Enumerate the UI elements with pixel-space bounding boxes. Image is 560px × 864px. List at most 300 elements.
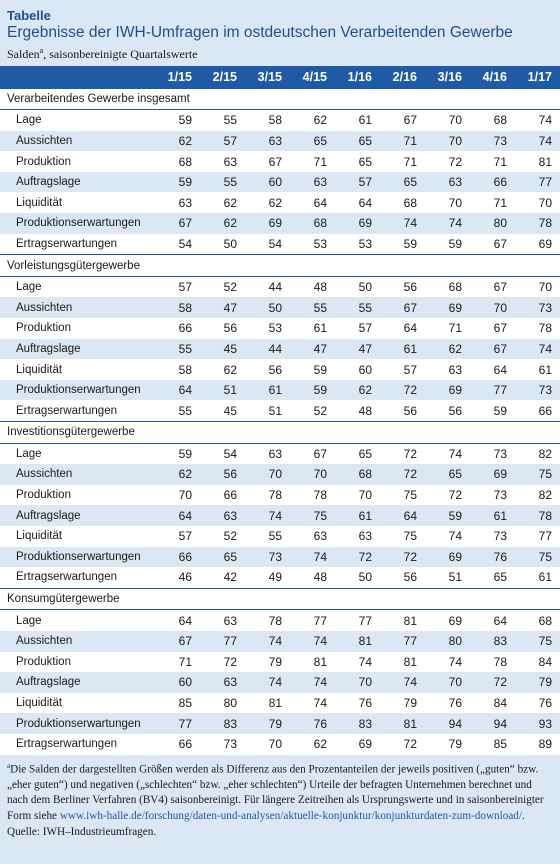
row-label: Aussichten xyxy=(0,464,155,485)
subtitle-main: Salden xyxy=(7,47,40,61)
table-cell: 74 xyxy=(245,505,290,526)
table-cell: 64 xyxy=(380,318,425,339)
table-cell: 63 xyxy=(245,443,290,464)
table-cell: 81 xyxy=(380,610,425,631)
table-cell: 70 xyxy=(425,192,470,213)
column-header: 4/15 xyxy=(302,69,327,84)
table-row xyxy=(0,192,560,213)
table-cell: 50 xyxy=(245,297,290,318)
table-cell: 82 xyxy=(515,485,560,506)
table-cell: 65 xyxy=(290,131,335,152)
table-cell: 64 xyxy=(470,610,515,631)
row-label: Aussichten xyxy=(0,631,155,652)
table-cell: 57 xyxy=(335,318,380,339)
table-cell: 71 xyxy=(290,151,335,172)
table-cell: 69 xyxy=(425,380,470,401)
section-header-row xyxy=(0,88,560,110)
table-cell: 65 xyxy=(425,464,470,485)
table-cell: 58 xyxy=(155,297,200,318)
table-cell: 63 xyxy=(425,172,470,193)
table-cell: 59 xyxy=(290,359,335,380)
table-cell: 79 xyxy=(425,734,470,755)
table-cell: 74 xyxy=(245,672,290,693)
table-cell: 64 xyxy=(155,380,200,401)
row-label: Liquidität xyxy=(0,359,155,380)
table-cell: 64 xyxy=(380,505,425,526)
table-cell: 59 xyxy=(470,400,515,421)
table-cell: 69 xyxy=(425,297,470,318)
table-cell: 73 xyxy=(470,526,515,547)
header xyxy=(0,0,560,61)
table-cell: 94 xyxy=(425,713,470,734)
row-label: Lage xyxy=(0,610,155,631)
table-cell: 63 xyxy=(200,505,245,526)
table-cell: 84 xyxy=(515,652,560,673)
table-cell: 62 xyxy=(290,110,335,131)
table-cell: 72 xyxy=(200,652,245,673)
table-cell: 58 xyxy=(245,110,290,131)
table-cell: 62 xyxy=(155,464,200,485)
row-label: Produktion xyxy=(0,318,155,339)
table-cell: 56 xyxy=(380,567,425,588)
table-cell: 67 xyxy=(470,234,515,255)
table-cell: 45 xyxy=(200,339,245,360)
table-cell: 66 xyxy=(515,400,560,421)
section-header-row xyxy=(0,588,560,610)
data-table xyxy=(0,66,560,755)
table-row xyxy=(0,526,560,547)
table-row xyxy=(0,213,560,234)
table-cell: 62 xyxy=(290,734,335,755)
row-label: Aussichten xyxy=(0,297,155,318)
table-cell: 77 xyxy=(200,631,245,652)
table-cell: 45 xyxy=(200,400,245,421)
table-cell: 77 xyxy=(155,713,200,734)
table-row xyxy=(0,234,560,255)
table-cell: 59 xyxy=(155,110,200,131)
table-cell: 47 xyxy=(290,339,335,360)
table-cell: 70 xyxy=(515,276,560,297)
table-cell: 59 xyxy=(425,505,470,526)
table-row xyxy=(0,547,560,568)
table-cell: 57 xyxy=(200,131,245,152)
table-row xyxy=(0,713,560,734)
table-cell: 80 xyxy=(200,693,245,714)
table-cell: 57 xyxy=(155,526,200,547)
table-cell: 77 xyxy=(515,526,560,547)
table-cell: 77 xyxy=(470,380,515,401)
table-cell: 48 xyxy=(290,276,335,297)
table-cell: 72 xyxy=(380,443,425,464)
table-cell: 70 xyxy=(515,192,560,213)
table-row xyxy=(0,359,560,380)
footnote-marker: a xyxy=(7,761,11,770)
table-cell: 48 xyxy=(335,400,380,421)
table-cell: 74 xyxy=(245,631,290,652)
table-cell: 61 xyxy=(245,380,290,401)
table-cell: 52 xyxy=(290,400,335,421)
table-cell: 68 xyxy=(470,110,515,131)
table-cell: 76 xyxy=(290,713,335,734)
table-row xyxy=(0,276,560,297)
table-cell: 61 xyxy=(290,318,335,339)
table-cell: 55 xyxy=(155,339,200,360)
row-label: Liquidität xyxy=(0,693,155,714)
table-cell: 68 xyxy=(515,610,560,631)
table-cell: 72 xyxy=(380,380,425,401)
table-cell: 74 xyxy=(425,443,470,464)
table-cell: 79 xyxy=(515,672,560,693)
table-cell: 56 xyxy=(245,359,290,380)
table-row xyxy=(0,734,560,755)
footnote-end: . xyxy=(522,809,525,822)
table-cell: 70 xyxy=(335,672,380,693)
table-cell: 59 xyxy=(290,380,335,401)
table-row xyxy=(0,131,560,152)
table-cell: 50 xyxy=(200,234,245,255)
table-cell: 67 xyxy=(470,339,515,360)
table-cell: 74 xyxy=(290,672,335,693)
table-cell: 63 xyxy=(200,610,245,631)
table-row xyxy=(0,652,560,673)
table-cell: 79 xyxy=(245,652,290,673)
table-cell: 77 xyxy=(515,172,560,193)
column-header: 2/16 xyxy=(392,69,417,84)
table-cell: 74 xyxy=(515,131,560,152)
row-label: Lage xyxy=(0,443,155,464)
row-label: Liquidität xyxy=(0,526,155,547)
table-cell: 56 xyxy=(380,400,425,421)
table-cell: 67 xyxy=(380,110,425,131)
table-cell: 72 xyxy=(380,734,425,755)
table-cell: 76 xyxy=(470,547,515,568)
table-cell: 72 xyxy=(425,151,470,172)
table-cell: 71 xyxy=(380,151,425,172)
table-cell: 49 xyxy=(245,567,290,588)
table-cell: 83 xyxy=(200,713,245,734)
table-cell: 83 xyxy=(470,631,515,652)
table-cell: 75 xyxy=(515,631,560,652)
row-label: Auftragslage xyxy=(0,505,155,526)
table-cell: 69 xyxy=(425,610,470,631)
table-cell: 66 xyxy=(470,172,515,193)
table-cell: 76 xyxy=(425,693,470,714)
table-cell: 74 xyxy=(290,631,335,652)
table-cell: 70 xyxy=(245,734,290,755)
table-cell: 52 xyxy=(200,526,245,547)
table-cell: 78 xyxy=(515,213,560,234)
table-cell: 65 xyxy=(335,151,380,172)
table-cell: 83 xyxy=(335,713,380,734)
table-cell: 81 xyxy=(380,713,425,734)
table-cell: 75 xyxy=(515,547,560,568)
table-cell: 52 xyxy=(200,276,245,297)
table-cell: 63 xyxy=(335,526,380,547)
table-row xyxy=(0,151,560,172)
table-cell: 71 xyxy=(380,131,425,152)
table-cell: 74 xyxy=(425,213,470,234)
table-cell: 69 xyxy=(245,213,290,234)
table-cell: 70 xyxy=(425,110,470,131)
table-cell: 54 xyxy=(200,443,245,464)
table-cell: 73 xyxy=(200,734,245,755)
table-cell: 81 xyxy=(290,652,335,673)
table-cell: 89 xyxy=(515,734,560,755)
table-cell: 65 xyxy=(200,547,245,568)
column-header: 3/15 xyxy=(257,69,282,84)
table-cell: 60 xyxy=(245,172,290,193)
table-cell: 55 xyxy=(245,526,290,547)
table-cell: 70 xyxy=(470,297,515,318)
table-cell: 71 xyxy=(155,652,200,673)
table-cell: 61 xyxy=(470,505,515,526)
table-cell: 85 xyxy=(155,693,200,714)
section-title: Vorleistungsgütergewerbe xyxy=(0,255,560,277)
table-cell: 77 xyxy=(290,610,335,631)
table-cell: 62 xyxy=(200,213,245,234)
table-cell: 68 xyxy=(425,276,470,297)
table-cell: 81 xyxy=(335,631,380,652)
table-cell: 64 xyxy=(335,192,380,213)
table-cell: 81 xyxy=(515,151,560,172)
table-cell: 78 xyxy=(515,318,560,339)
table-cell: 74 xyxy=(290,547,335,568)
table-cell: 67 xyxy=(470,276,515,297)
table-row xyxy=(0,318,560,339)
section-title: Investitionsgütergewerbe xyxy=(0,422,560,444)
table-row xyxy=(0,443,560,464)
table-cell: 79 xyxy=(380,693,425,714)
table-cell: 74 xyxy=(515,339,560,360)
table-row xyxy=(0,631,560,652)
column-header-blank xyxy=(0,66,155,88)
table-row xyxy=(0,693,560,714)
table-cell: 70 xyxy=(425,672,470,693)
table-row xyxy=(0,485,560,506)
table-cell: 63 xyxy=(245,131,290,152)
table-row xyxy=(0,464,560,485)
table-cell: 75 xyxy=(380,485,425,506)
table-cell: 60 xyxy=(155,672,200,693)
table-cell: 67 xyxy=(155,213,200,234)
table-row xyxy=(0,110,560,131)
table-cell: 78 xyxy=(470,652,515,673)
table-cell: 69 xyxy=(335,734,380,755)
table-cell: 80 xyxy=(470,213,515,234)
table-cell: 69 xyxy=(470,464,515,485)
table-cell: 61 xyxy=(335,505,380,526)
table-cell: 74 xyxy=(425,652,470,673)
subtitle-rest: , saisonbereinigte Quartalswerte xyxy=(43,47,198,61)
table-cell: 68 xyxy=(380,192,425,213)
table-cell: 68 xyxy=(290,213,335,234)
source-note: Quelle: IWH–Industrieumfragen. xyxy=(7,826,157,839)
table-cell: 51 xyxy=(200,380,245,401)
table-cell: 57 xyxy=(155,276,200,297)
table-cell: 59 xyxy=(155,172,200,193)
table-cell: 70 xyxy=(155,485,200,506)
table-row xyxy=(0,339,560,360)
table-cell: 57 xyxy=(380,359,425,380)
table-cell: 67 xyxy=(245,151,290,172)
table-cell: 60 xyxy=(335,359,380,380)
column-header: 3/16 xyxy=(437,69,462,84)
table-cell: 61 xyxy=(380,339,425,360)
table-cell: 74 xyxy=(290,693,335,714)
table-cell: 61 xyxy=(335,110,380,131)
table-cell: 64 xyxy=(290,192,335,213)
table-cell: 72 xyxy=(380,464,425,485)
section-header-row xyxy=(0,422,560,444)
table-cell: 74 xyxy=(380,213,425,234)
table-cell: 63 xyxy=(155,192,200,213)
table-cell: 63 xyxy=(290,526,335,547)
table-cell: 73 xyxy=(470,131,515,152)
table-cell: 78 xyxy=(245,485,290,506)
table-cell: 57 xyxy=(335,172,380,193)
row-label: Ertragserwartungen xyxy=(0,734,155,755)
table-cell: 58 xyxy=(155,359,200,380)
table-cell: 73 xyxy=(515,380,560,401)
table-cell: 75 xyxy=(290,505,335,526)
table-cell: 78 xyxy=(245,610,290,631)
row-label: Lage xyxy=(0,276,155,297)
table-cell: 81 xyxy=(380,652,425,673)
table-cell: 47 xyxy=(335,339,380,360)
row-label: Ertragserwartungen xyxy=(0,234,155,255)
footnote-link[interactable]: www.iwh-halle.de/forschung/daten-und-analysen/aktuelle-konjunktur/konjunkturdaten-zum-download/ xyxy=(59,809,523,822)
table-cell: 70 xyxy=(245,464,290,485)
row-label: Produktionserwartungen xyxy=(0,713,155,734)
table-cell: 62 xyxy=(200,192,245,213)
table-cell: 74 xyxy=(425,526,470,547)
table-cell: 78 xyxy=(290,485,335,506)
table-row xyxy=(0,172,560,193)
table-cell: 75 xyxy=(380,526,425,547)
column-header-row xyxy=(0,66,560,88)
table-cell: 51 xyxy=(245,400,290,421)
footnote xyxy=(0,755,560,825)
table-cell: 44 xyxy=(245,339,290,360)
table-cell: 62 xyxy=(425,339,470,360)
table-cell: 48 xyxy=(290,567,335,588)
table-cell: 74 xyxy=(515,110,560,131)
table-cell: 59 xyxy=(425,234,470,255)
table-cell: 63 xyxy=(200,151,245,172)
table-subtitle xyxy=(7,44,552,61)
table-cell: 65 xyxy=(470,567,515,588)
section-title: Verarbeitendes Gewerbe insgesamt xyxy=(0,88,560,110)
table-cell: 55 xyxy=(200,172,245,193)
column-header: 2/15 xyxy=(212,69,237,84)
table-cell: 78 xyxy=(515,505,560,526)
table-cell: 54 xyxy=(155,234,200,255)
table-cell: 62 xyxy=(200,359,245,380)
table-cell: 47 xyxy=(200,297,245,318)
table-cell: 56 xyxy=(200,464,245,485)
row-label: Produktionserwartungen xyxy=(0,380,155,401)
table-cell: 56 xyxy=(380,276,425,297)
table-row xyxy=(0,610,560,631)
row-label: Produktionserwartungen xyxy=(0,213,155,234)
table-cell: 62 xyxy=(335,380,380,401)
table-cell: 44 xyxy=(245,276,290,297)
table-cell: 69 xyxy=(515,234,560,255)
table-cell: 67 xyxy=(470,318,515,339)
table-cell: 66 xyxy=(155,318,200,339)
row-label: Produktion xyxy=(0,151,155,172)
table-cell: 73 xyxy=(245,547,290,568)
section-title: Konsumgütergewerbe xyxy=(0,588,560,610)
table-cell: 66 xyxy=(200,485,245,506)
table-cell: 64 xyxy=(155,610,200,631)
table-cell: 82 xyxy=(515,443,560,464)
row-label: Ertragserwartungen xyxy=(0,567,155,588)
footnote-text: Die Salden der dargestellten Größen werden als Differenz aus den Prozentanteilen der jeweils positiven („guten“ bzw. „eher guten“) und negativen („schlechten“ bzw. „eher schlechten“) Urteile der befragten Unternehmen berechnet und nach dem Berliner Verfahren (BV4) saisonbereinigt. Für längere Zeitreihen als Ursprungswerte und in saisonbereinigter Form siehe xyxy=(7,763,544,822)
table-row xyxy=(0,567,560,588)
table-cell: 53 xyxy=(335,234,380,255)
table-cell: 61 xyxy=(515,359,560,380)
table-cell: 72 xyxy=(470,672,515,693)
table-cell: 68 xyxy=(335,464,380,485)
table-cell: 66 xyxy=(155,547,200,568)
table-cell: 61 xyxy=(515,567,560,588)
column-header: 1/15 xyxy=(167,69,192,84)
table-cell: 77 xyxy=(380,631,425,652)
table-cell: 63 xyxy=(425,359,470,380)
table-cell: 71 xyxy=(470,192,515,213)
table-cell: 64 xyxy=(470,359,515,380)
table-cell: 67 xyxy=(155,631,200,652)
table-cell: 72 xyxy=(335,547,380,568)
table-cell: 65 xyxy=(335,131,380,152)
table-cell: 59 xyxy=(380,234,425,255)
table-cell: 53 xyxy=(290,234,335,255)
table-row xyxy=(0,672,560,693)
table-row xyxy=(0,400,560,421)
table-cell: 80 xyxy=(425,631,470,652)
table-cell: 55 xyxy=(335,297,380,318)
table-cell: 50 xyxy=(335,567,380,588)
table-cell: 55 xyxy=(200,110,245,131)
table-cell: 70 xyxy=(290,464,335,485)
table-cell: 65 xyxy=(335,443,380,464)
row-label: Auftragslage xyxy=(0,172,155,193)
table-cell: 71 xyxy=(470,151,515,172)
table-cell: 62 xyxy=(245,192,290,213)
table-row xyxy=(0,505,560,526)
table-row xyxy=(0,380,560,401)
table-cell: 73 xyxy=(515,297,560,318)
table-cell: 73 xyxy=(470,485,515,506)
table-cell: 65 xyxy=(380,172,425,193)
subtitle-footnote-marker: a xyxy=(39,46,44,55)
table-title: Ergebnisse der IWH-Umfragen im ostdeutschen Verarbeitenden Gewerbe xyxy=(7,24,513,41)
table-cell: 55 xyxy=(155,400,200,421)
table-cell: 50 xyxy=(335,276,380,297)
table-cell: 79 xyxy=(245,713,290,734)
table-cell: 73 xyxy=(470,443,515,464)
table-cell: 51 xyxy=(425,567,470,588)
column-header: 1/16 xyxy=(347,69,372,84)
table-cell: 54 xyxy=(245,234,290,255)
table-cell: 55 xyxy=(290,297,335,318)
table-cell: 81 xyxy=(245,693,290,714)
table-cell: 94 xyxy=(470,713,515,734)
row-label: Produktion xyxy=(0,485,155,506)
row-label: Auftragslage xyxy=(0,339,155,360)
row-label: Auftragslage xyxy=(0,672,155,693)
